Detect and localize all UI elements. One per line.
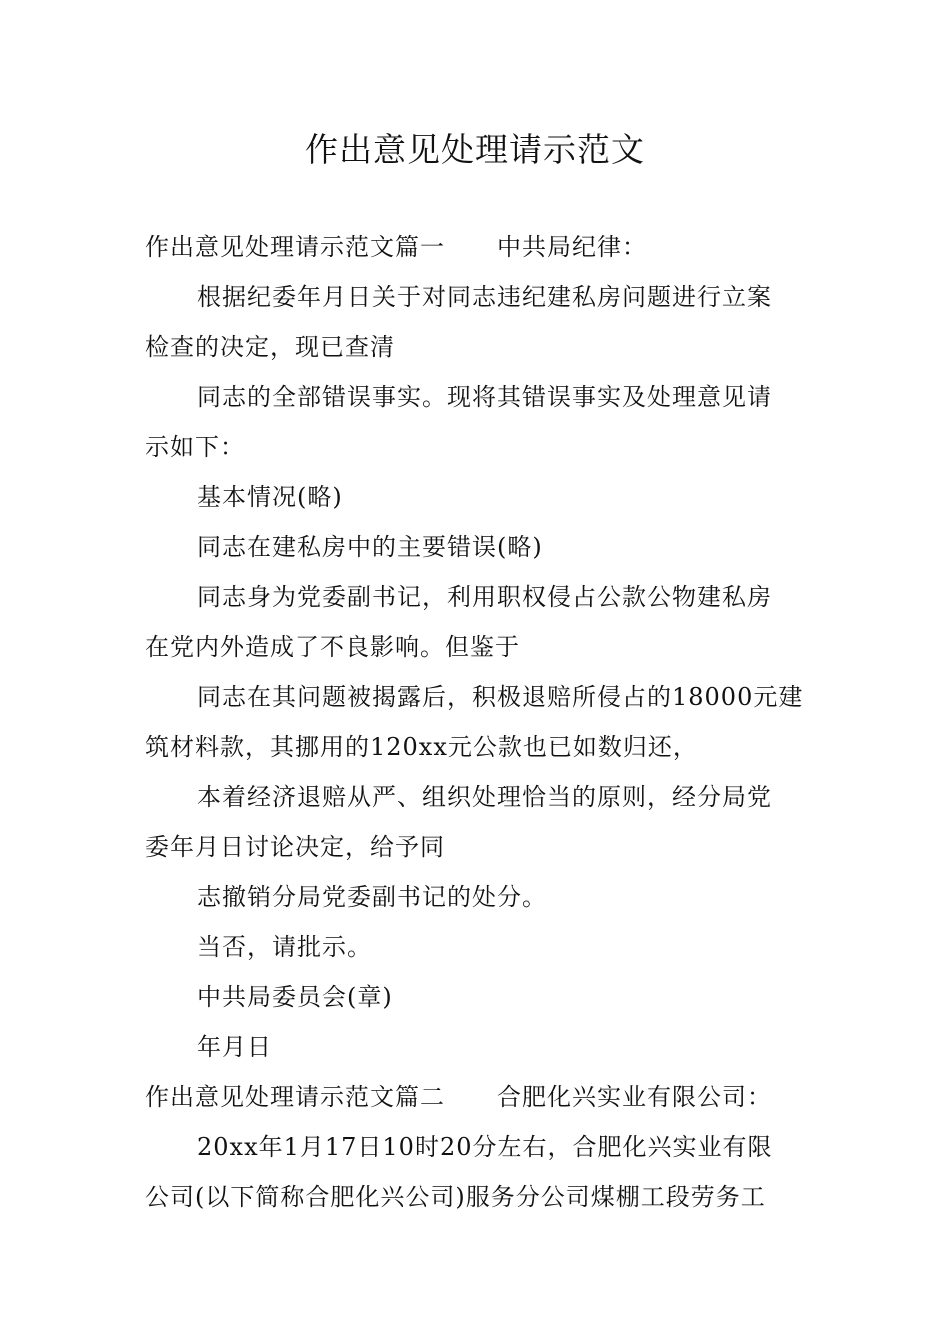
text-line (145, 672, 810, 722)
line-tail-text: 中共局纪律： (497, 233, 647, 261)
line-text: 同志身为党委副书记，利用职权侵占公款公物建私房 (197, 583, 772, 611)
line-text: 公司(以下简称合肥化兴公司)服务分公司煤棚工段劳务工 (145, 1183, 766, 1211)
line-text: 检查的决定，现已查清 (145, 333, 395, 361)
text-line (145, 622, 810, 672)
line-text: 年月日 (197, 1033, 272, 1061)
text-line (145, 1072, 810, 1122)
line-text: 同志的全部错误事实。现将其错误事实及处理意见请 (197, 383, 772, 411)
text-line (145, 422, 810, 472)
line-text: 作出意见处理请示范文篇一 (145, 233, 445, 261)
text-line (145, 522, 810, 572)
text-line (145, 972, 810, 1022)
line-text: 同志在建私房中的主要错误(略) (197, 533, 543, 561)
line-text: 委年月日讨论决定，给予同 (145, 833, 445, 861)
text-line (145, 272, 810, 322)
line-tail-text: 合肥化兴实业有限公司： (497, 1083, 772, 1111)
line-text: 基本情况(略) (197, 483, 343, 511)
text-line (145, 572, 810, 622)
text-line (145, 822, 810, 872)
line-text: 示如下： (145, 433, 245, 461)
line-text: 筑材料款，其挪用的120xx元公款也已如数归还， (145, 733, 698, 761)
line-text: 20xx年1月17日10时20分左右，合肥化兴实业有限 (197, 1133, 773, 1161)
line-text: 中共局委员会(章) (197, 983, 393, 1011)
line-text: 志撤销分局党委副书记的处分。 (197, 883, 547, 911)
text-line (145, 722, 810, 772)
text-line (145, 1022, 810, 1072)
document-body (145, 222, 810, 1222)
text-line (145, 922, 810, 972)
text-line (145, 372, 810, 422)
line-text: 在党内外造成了不良影响。但鉴于 (145, 633, 520, 661)
text-line (145, 1172, 810, 1222)
document-title: 作出意见处理请示范文 (305, 130, 645, 169)
line-text: 作出意见处理请示范文篇二 (145, 1083, 445, 1111)
text-line (145, 1122, 810, 1172)
line-text: 同志在其问题被揭露后，积极退赔所侵占的18000元建 (197, 683, 804, 711)
line-text: 根据纪委年月日关于对同志违纪建私房问题进行立案 (197, 283, 772, 311)
text-line (145, 322, 810, 372)
text-line (145, 472, 810, 522)
text-line (145, 772, 810, 822)
text-line (145, 872, 810, 922)
text-line (145, 222, 810, 272)
line-text: 本着经济退赔从严、组织处理恰当的原则，经分局党 (197, 783, 772, 811)
line-text: 当否，请批示。 (197, 933, 372, 961)
